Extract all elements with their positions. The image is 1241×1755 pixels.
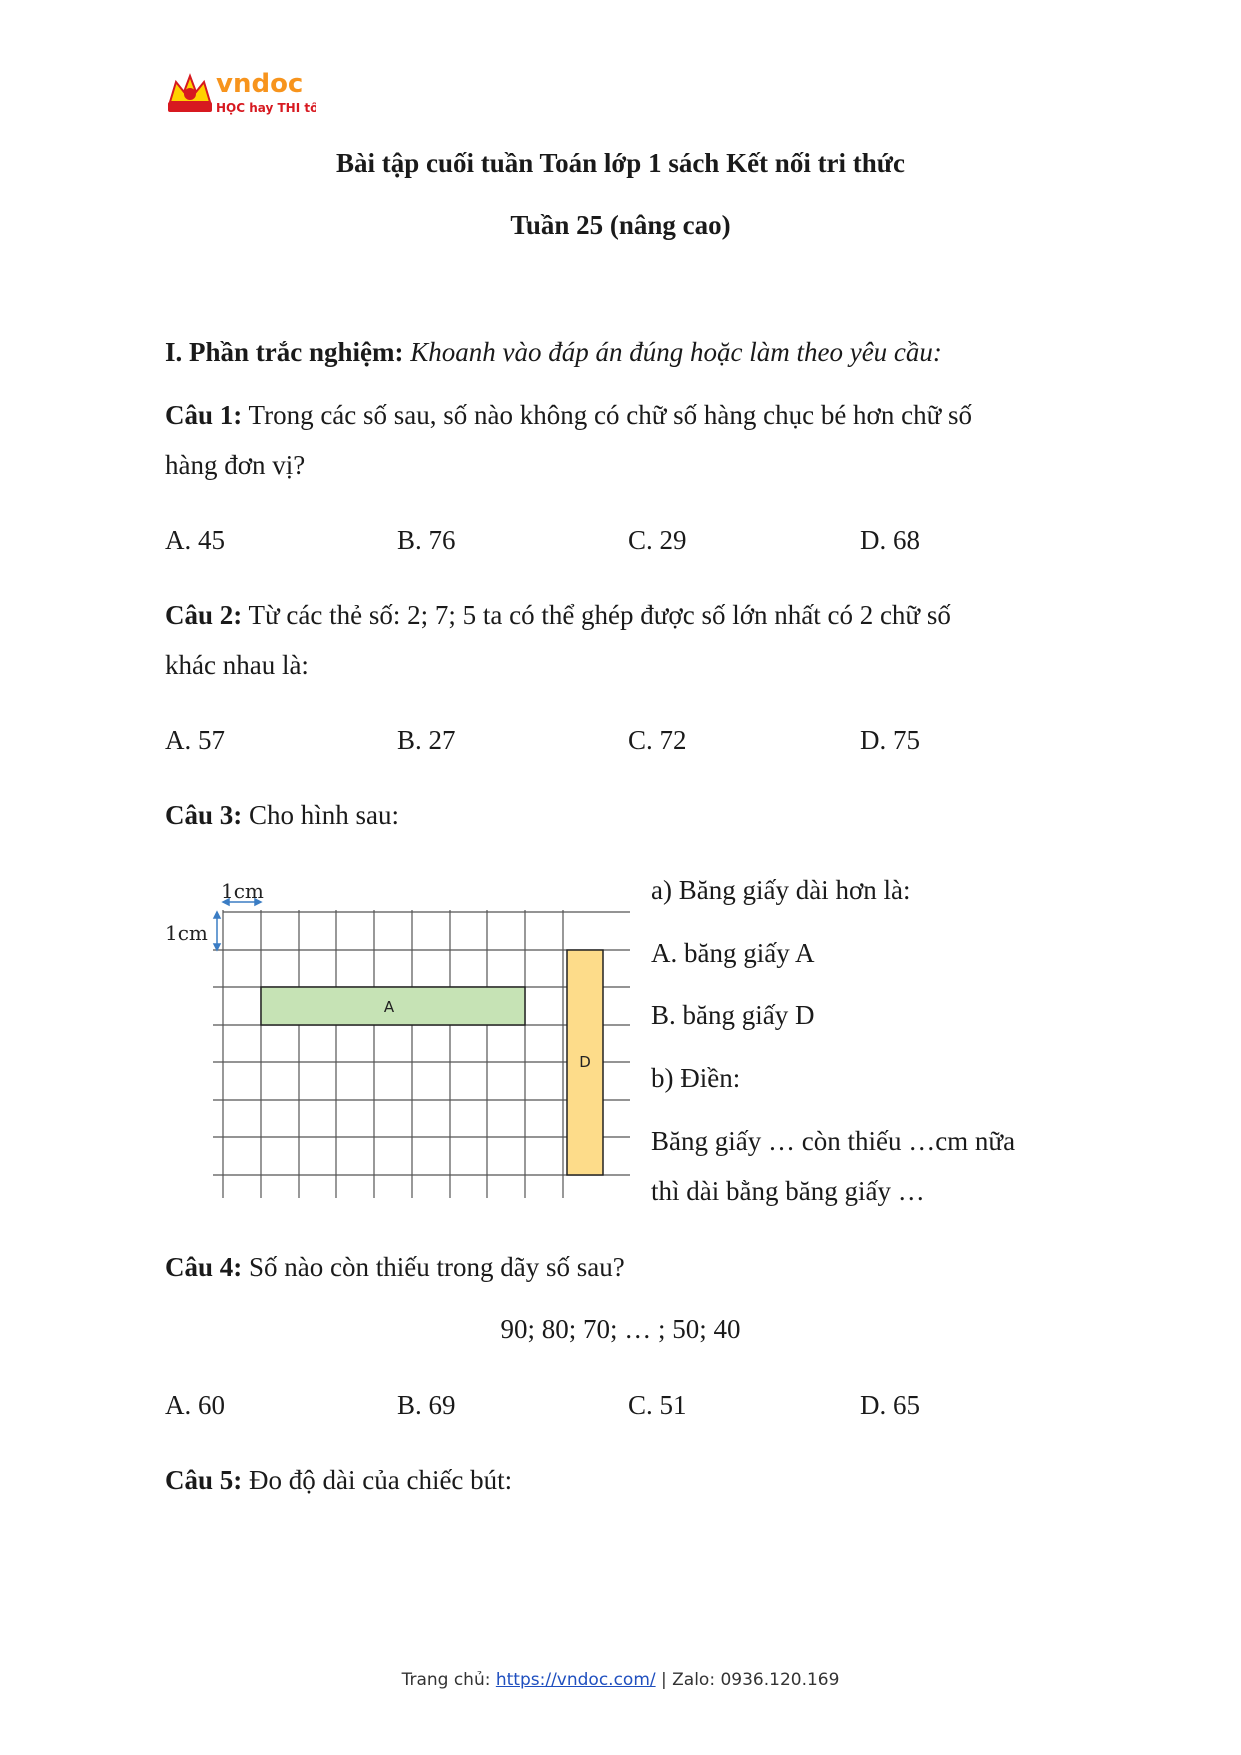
question-3-label: Câu 3: <box>165 800 243 830</box>
strip-grid-svg <box>165 880 645 1210</box>
question-3-text: Cho hình sau: <box>249 800 400 830</box>
footer-prefix: Trang chủ: <box>401 1670 496 1690</box>
question-4 <box>165 1252 625 1283</box>
q2-option-c[interactable]: C. 72 <box>628 725 687 755</box>
section-instruction: Khoanh vào đáp án đúng hoặc làm theo yêu cầu: <box>410 337 942 367</box>
unit-arrows <box>214 899 261 950</box>
vndoc-logo-mark <box>166 68 316 122</box>
q1-option-d[interactable]: D. 68 <box>860 525 920 555</box>
q3-choice-b[interactable]: B. băng giấy D <box>651 1000 815 1030</box>
q2-option-d[interactable]: D. 75 <box>860 725 920 755</box>
vndoc-logo <box>166 68 316 122</box>
unit-label-top: 1cm <box>221 880 264 903</box>
q3-fill-line1: Băng giấy … còn thiếu …cm nữa <box>651 1126 1016 1156</box>
strip-grid-figure <box>165 880 645 1210</box>
footer-home-link[interactable]: https://vndoc.com/ <box>495 1670 656 1690</box>
question-4-label: Câu 4: <box>165 1252 243 1282</box>
question-5-text: Đo độ dài của chiếc bút: <box>249 1465 513 1495</box>
question-1-label: Câu 1: <box>165 400 243 430</box>
q3-fill-line2: thì dài bằng băng giấy … <box>651 1176 925 1206</box>
q1-option-b[interactable]: B. 76 <box>397 525 456 555</box>
question-2 <box>165 600 951 631</box>
logo-brand: vndoc <box>216 69 304 99</box>
question-4-text: Số nào còn thiếu trong dãy số sau? <box>249 1252 625 1282</box>
section-heading: I. Phần trắc nghiệm: <box>165 337 404 367</box>
logo-tagline: HỌC hay THI tốt <box>216 101 316 115</box>
section-heading-line <box>165 337 942 368</box>
unit-label-left: 1cm <box>165 921 208 945</box>
q4-option-c[interactable]: C. 51 <box>628 1390 687 1420</box>
page-subtitle: Tuần 25 (nâng cao) <box>510 210 731 240</box>
question-2-text-line2: khác nhau là: <box>165 650 309 680</box>
q4-option-d[interactable]: D. 65 <box>860 1390 920 1420</box>
question-2-label: Câu 2: <box>165 600 243 630</box>
question-1 <box>165 400 972 431</box>
q3-part-a: a) Băng giấy dài hơn là: <box>651 875 911 905</box>
q2-option-b[interactable]: B. 27 <box>397 725 456 755</box>
q4-option-a[interactable]: A. 60 <box>165 1390 225 1420</box>
question-5 <box>165 1465 512 1496</box>
page-footer <box>0 1670 1241 1690</box>
question-1-text-line2: hàng đơn vị? <box>165 450 306 480</box>
q4-option-b[interactable]: B. 69 <box>397 1390 456 1420</box>
q1-option-a[interactable]: A. 45 <box>165 525 225 555</box>
q1-option-c[interactable]: C. 29 <box>628 525 687 555</box>
page-title: Bài tập cuối tuần Toán lớp 1 sách Kết nối tri thức <box>336 148 905 178</box>
strip-d-label: D <box>579 1053 591 1071</box>
footer-suffix: | Zalo: 0936.120.169 <box>655 1670 840 1690</box>
q3-choice-a[interactable]: A. băng giấy A <box>651 938 815 968</box>
question-1-text-line1: Trong các số sau, số nào không có chữ số hàng chục bé hơn chữ số <box>248 400 972 430</box>
question-5-label: Câu 5: <box>165 1465 243 1495</box>
question-3 <box>165 800 399 831</box>
q4-sequence: 90; 80; 70; … ; 50; 40 <box>500 1314 741 1344</box>
q2-option-a[interactable]: A. 57 <box>165 725 225 755</box>
question-2-text-line1: Từ các thẻ số: 2; 7; 5 ta có thể ghép được số lớn nhất có 2 chữ số <box>248 600 951 630</box>
q3-part-b: b) Điền: <box>651 1063 741 1093</box>
strip-a-label: A <box>383 998 395 1016</box>
